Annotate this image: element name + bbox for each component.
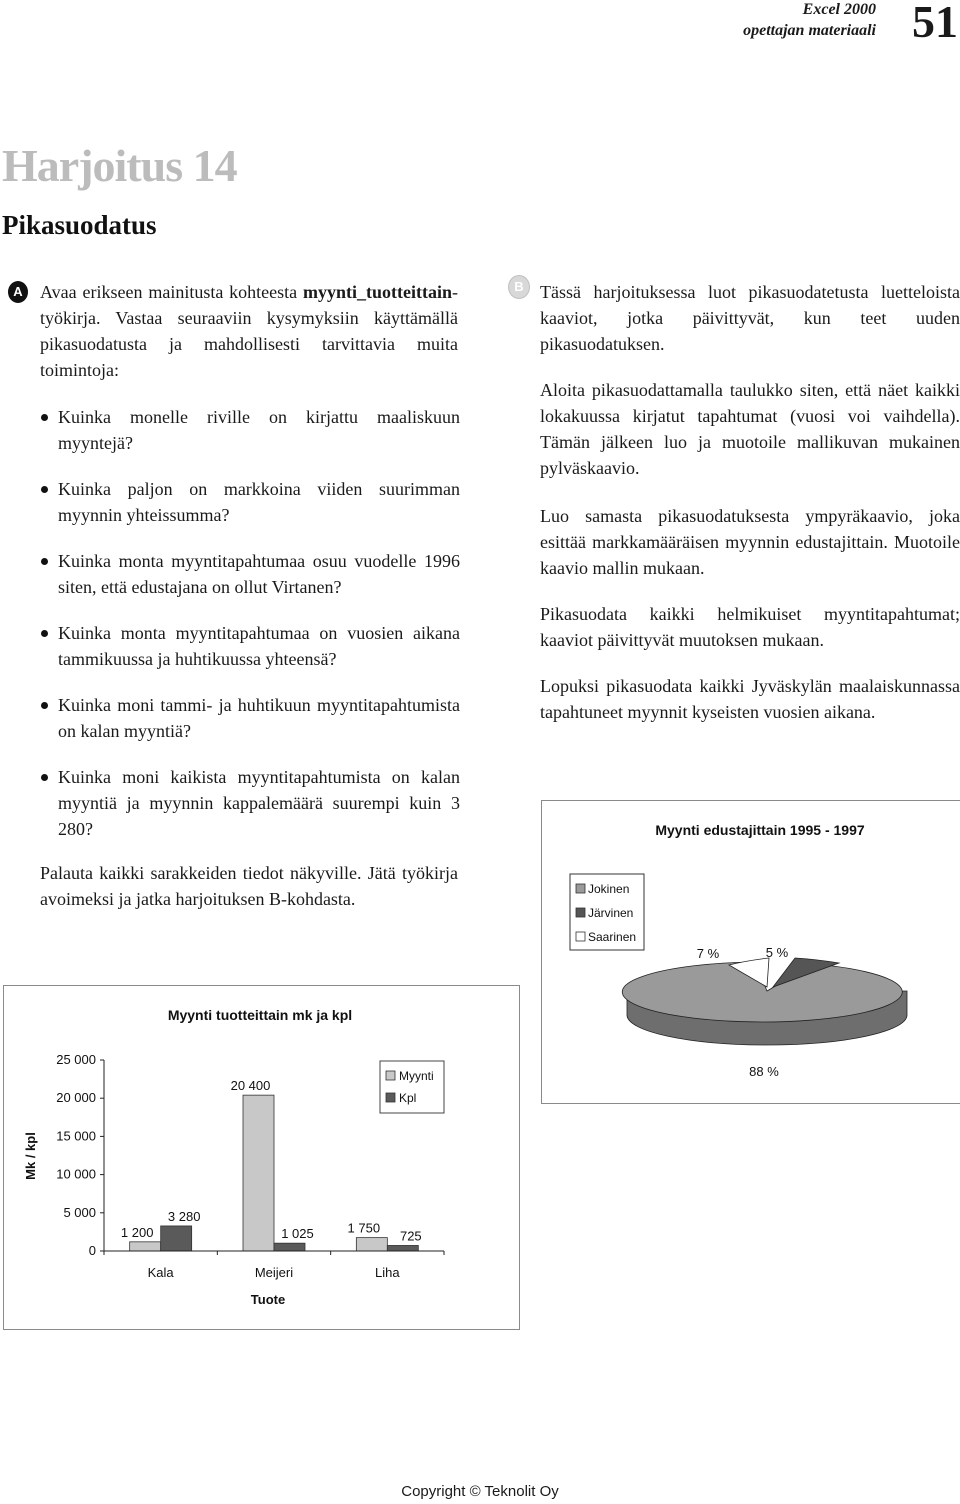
header-product: Excel 2000 — [802, 1, 876, 18]
question-text: Kuinka monta myyntitapahtumaa on vuosien aikana tammikuussa ja huhtikuussa yhteensä? — [58, 623, 460, 669]
legend-label-jarvinen: Järvinen — [588, 906, 634, 920]
pie-chart-title: Myynti edustajittain 1995 - 1997 — [655, 822, 865, 838]
bar-chart-ylabel: Mk / kpl — [23, 1132, 38, 1180]
bar-chart-x-axis — [104, 1251, 444, 1280]
y-tick-label: 5 000 — [63, 1204, 96, 1220]
section-b-paragraph: Pikasuodata kaikki helmikuiset myyntitapahtumat; kaaviot päivittyvät muutoksen mukaan. — [540, 604, 960, 650]
section-b-paragraph: Aloita pikasuodattamalla taulukko siten, että näet kaikki lokakuussa kirjatut tapahtumat (vuosi voi vaihdella). Tämän jälkeen luo ja muotoile mallikuvan mukainen pylväskaavio. — [540, 380, 960, 478]
question-list — [40, 404, 460, 862]
bar-myynti — [130, 1242, 161, 1251]
section-a-intro — [40, 279, 458, 383]
bar-chart-y-axis — [56, 1052, 104, 1258]
list-item — [40, 764, 460, 842]
bar-kpl — [274, 1243, 305, 1251]
bullet-icon — [41, 486, 48, 493]
bullet-icon — [41, 414, 48, 421]
y-tick-label: 20 000 — [56, 1090, 96, 1106]
section-b-badge: B — [508, 275, 530, 299]
list-item — [40, 476, 460, 528]
legend-label-saarinen: Saarinen — [588, 930, 637, 944]
legend-label-jokinen: Jokinen — [588, 882, 630, 896]
bullet-icon — [41, 774, 48, 781]
intro-text-2: -työkirja. Vastaa seuraaviin kysymyksiin käyttämällä pikasuodatusta ja mahdollisesti tarvittavia muita toimintoja: — [40, 282, 458, 380]
page-title: Harjoitus 14 — [2, 140, 237, 191]
question-text: Kuinka moni kaikista myyntitapahtumista on kalan myyntiä ja myynnin kappalemäärä suurempi kuin 3 280? — [58, 767, 460, 839]
section-a-badge: A — [8, 281, 28, 303]
data-label-myynti: 1 750 — [347, 1220, 381, 1236]
copyright: Copyright © Teknolit Oy — [401, 1483, 559, 1500]
legend-swatch-myynti — [386, 1071, 395, 1080]
bar-chart-title: Myynti tuotteittain mk ja kpl — [167, 1007, 353, 1023]
data-label-myynti: 1 200 — [120, 1224, 154, 1240]
y-tick-label: 25 000 — [56, 1052, 96, 1067]
bar-chart-bars — [121, 1078, 422, 1251]
section-b-paragraph: Lopuksi pikasuodata kaikki Jyväskylän maalaiskunnassa tapahtuneet myynnit kyseisten vuosien aikana. — [540, 676, 960, 722]
list-item — [40, 548, 460, 600]
question-text: Kuinka monta myyntitapahtumaa osuu vuodelle 1996 siten, että edustajana on ollut Virtanen? — [58, 551, 460, 597]
bar-myynti — [243, 1095, 274, 1251]
page-number: 51 — [912, 0, 958, 47]
x-tick-label: Liha — [375, 1265, 400, 1280]
legend-label-kpl: Kpl — [399, 1091, 417, 1105]
pie-label-saarinen: 7 % — [696, 946, 720, 961]
legend-swatch-jarvinen — [576, 908, 585, 917]
section-a-closing: Palauta kaikki sarakkeiden tiedot näkyville. Jätä työkirja avoimeksi ja jatka harjoituksen B-kohdasta. — [40, 863, 458, 909]
bullet-icon — [41, 630, 48, 637]
section-b-paragraph: Tässä harjoituksessa luot pikasuodatetusta luetteloista kaaviot, jotka päivittyvät, kun teet uuden pikasuodatuksen. — [540, 282, 960, 354]
legend-swatch-saarinen — [576, 932, 585, 941]
x-tick-label: Meijeri — [254, 1265, 294, 1280]
pie-chart — [541, 800, 960, 1104]
list-item — [40, 620, 460, 672]
pie-label-jarvinen: 5 % — [765, 945, 789, 960]
bar-myynti — [356, 1238, 387, 1251]
question-text: Kuinka paljon on markkoina viiden suurimman myynnin yhteissumma? — [58, 479, 460, 525]
pie-chart-svg — [542, 801, 960, 1103]
data-label-kpl: 1 025 — [281, 1226, 314, 1242]
workbook-name: myynti_tuotteittain — [303, 282, 452, 302]
bar-chart — [3, 985, 520, 1330]
legend-swatch-kpl — [386, 1093, 395, 1102]
list-item — [40, 692, 460, 744]
legend-swatch-jokinen — [576, 884, 585, 893]
data-label-kpl: 3 280 — [167, 1208, 201, 1224]
y-tick-label: 0 — [88, 1243, 96, 1258]
question-text: Kuinka monelle riville on kirjattu maaliskuun myyntejä? — [58, 407, 460, 453]
bar-kpl — [161, 1226, 192, 1251]
y-tick-label: 10 000 — [56, 1166, 96, 1182]
bullet-icon — [41, 702, 48, 709]
y-tick-label: 15 000 — [56, 1128, 96, 1144]
legend-label-myynti: Myynti — [399, 1069, 434, 1083]
bullet-icon — [41, 558, 48, 565]
bar-chart-xlabel: Tuote — [250, 1292, 286, 1307]
bar-chart-svg — [4, 986, 519, 1329]
list-item — [40, 404, 460, 456]
intro-text-1: Avaa erikseen mainitusta kohteesta — [40, 282, 304, 302]
data-label-myynti: 20 400 — [230, 1078, 271, 1094]
pie-label-jokinen: 88 % — [749, 1064, 779, 1079]
section-b-paragraph: Luo samasta pikasuodatuksesta ympyräkaavio, joka esittää markkamääräisen myynnin edustajittain. Muotoile kaavio mallin mukaan. — [540, 506, 960, 578]
bar-kpl — [387, 1245, 418, 1251]
x-tick-label: Kala — [147, 1265, 174, 1280]
data-label-kpl: 725 — [399, 1228, 422, 1244]
header-subtitle: opettajan materiaali — [743, 22, 876, 39]
page-subtitle: Pikasuodatus — [2, 210, 157, 240]
question-text: Kuinka moni tammi- ja huhtikuun myyntitapahtumista on kalan myyntiä? — [58, 695, 460, 741]
